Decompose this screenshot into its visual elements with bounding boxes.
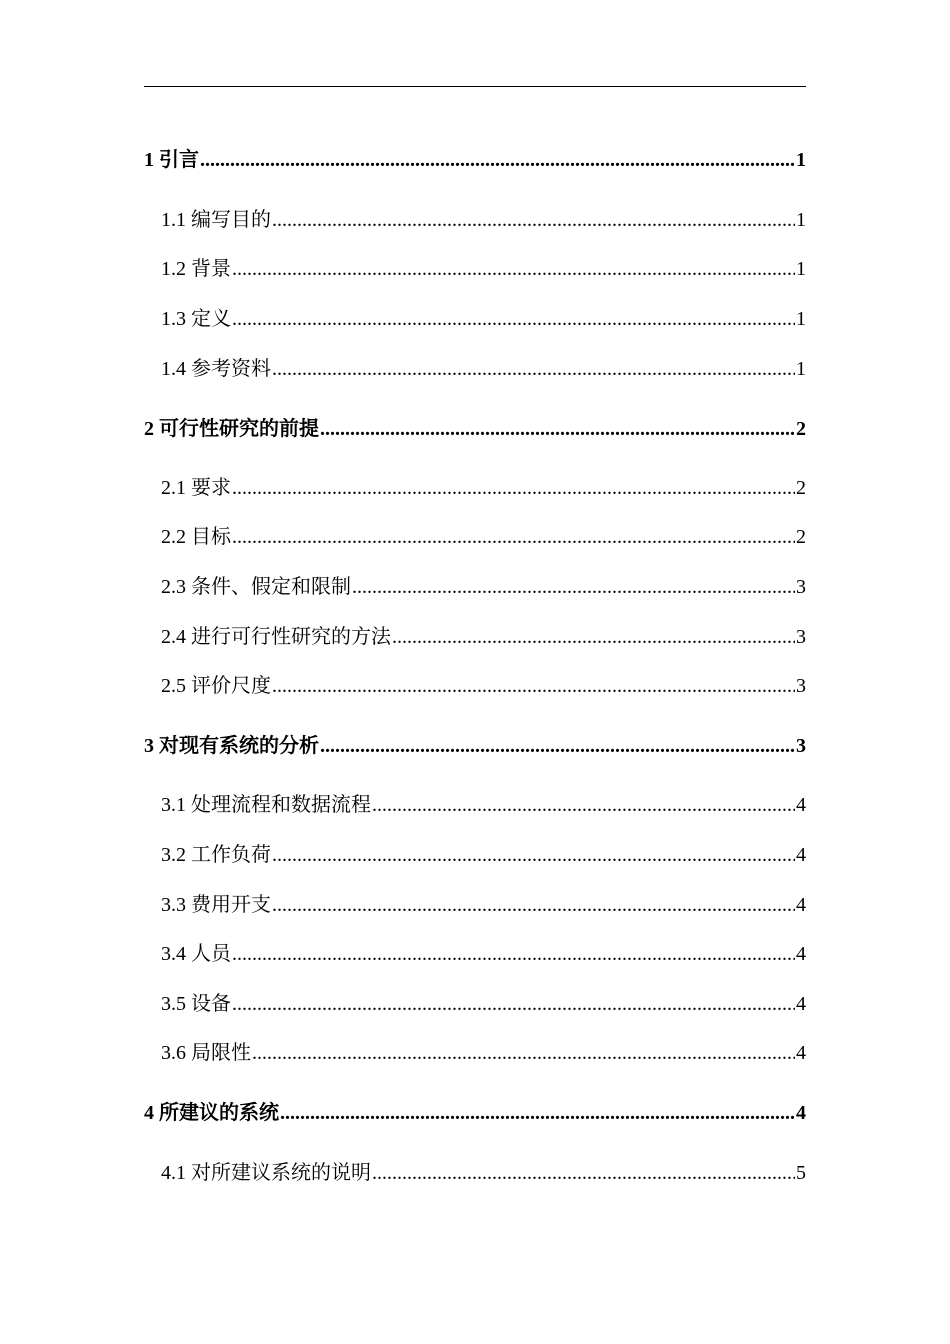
toc-page-number: 5: [796, 1162, 806, 1184]
toc-entry-3-2[interactable]: [161, 835, 806, 875]
toc-entry-2-4[interactable]: [161, 617, 806, 657]
toc-entry-4-1[interactable]: [161, 1153, 806, 1193]
header-rule: [144, 86, 806, 87]
dot-leader: [232, 468, 795, 508]
toc-entry-label: 4 所建议的系统: [144, 1102, 279, 1124]
toc-page-number: 4: [796, 1102, 806, 1124]
toc-entry-label: 3.4 人员: [161, 943, 231, 965]
toc-page-number: 3: [796, 626, 806, 648]
toc-entry-3-4[interactable]: [161, 934, 806, 974]
dot-leader: [352, 567, 795, 607]
dot-leader: [372, 785, 795, 825]
toc-entry-3-1[interactable]: [161, 785, 806, 825]
toc-page-number: 2: [796, 418, 806, 440]
toc-page-number: 1: [796, 209, 806, 231]
toc-entry-label: 2.2 目标: [161, 526, 231, 548]
toc-entry-3-6[interactable]: [161, 1033, 806, 1073]
dot-leader: [232, 934, 795, 974]
toc-entry-label: 3.2 工作负荷: [161, 844, 271, 866]
toc-entry-2-2[interactable]: [161, 517, 806, 557]
toc-entry-2-1[interactable]: [161, 468, 806, 508]
toc-entry-2-5[interactable]: [161, 666, 806, 706]
toc-entry-label: 1.4 参考资料: [161, 358, 271, 380]
toc-entry-label: 1.3 定义: [161, 308, 231, 330]
toc-entry-4[interactable]: [144, 1093, 806, 1133]
toc-entry-1-2[interactable]: [161, 249, 806, 289]
toc-entry-label: 3.3 费用开支: [161, 894, 271, 916]
toc-entry-label: 2 可行性研究的前提: [144, 418, 319, 440]
toc-page-number: 4: [796, 894, 806, 916]
dot-leader: [252, 1033, 795, 1073]
dot-leader: [272, 200, 795, 240]
dot-leader: [372, 1153, 795, 1193]
dot-leader: [200, 140, 795, 180]
toc-entry-2[interactable]: [144, 409, 806, 449]
toc-entry-label: 2.4 进行可行性研究的方法: [161, 626, 391, 648]
dot-leader: [280, 1093, 795, 1133]
toc-entry-3-5[interactable]: [161, 984, 806, 1024]
toc-page-number: 4: [796, 943, 806, 965]
toc-entry-3-3[interactable]: [161, 885, 806, 925]
dot-leader: [272, 666, 795, 706]
toc-entry-label: 3.6 局限性: [161, 1042, 251, 1064]
toc-entry-label: 4.1 对所建议系统的说明: [161, 1162, 371, 1184]
dot-leader: [272, 349, 795, 389]
toc-page-number: 4: [796, 794, 806, 816]
toc-entry-label: 1 引言: [144, 149, 199, 171]
toc-entry-label: 3.5 设备: [161, 993, 231, 1015]
toc-page-number: 2: [796, 477, 806, 499]
toc-entry-1-4[interactable]: [161, 349, 806, 389]
toc-page-number: 3: [796, 675, 806, 697]
toc-entry-1-3[interactable]: [161, 299, 806, 339]
toc-page-number: 3: [796, 735, 806, 757]
toc-page-number: 3: [796, 576, 806, 598]
dot-leader: [272, 885, 795, 925]
dot-leader: [232, 517, 795, 557]
toc-entry-1[interactable]: [144, 140, 806, 180]
toc-entry-3[interactable]: [144, 726, 806, 766]
toc-entry-label: 1.2 背景: [161, 258, 231, 280]
dot-leader: [272, 835, 795, 875]
toc-entry-label: 1.1 编写目的: [161, 209, 271, 231]
toc-page-number: 4: [796, 1042, 806, 1064]
toc-page-number: 1: [796, 358, 806, 380]
dot-leader: [392, 617, 795, 657]
toc-page-number: 1: [796, 308, 806, 330]
toc-page-number: 2: [796, 526, 806, 548]
toc-entry-label: 2.5 评价尺度: [161, 675, 271, 697]
toc-entry-1-1[interactable]: [161, 200, 806, 240]
dot-leader: [232, 249, 795, 289]
toc-entry-label: 3.1 处理流程和数据流程: [161, 794, 371, 816]
toc-entry-label: 3 对现有系统的分析: [144, 735, 319, 757]
toc-page-number: 1: [796, 149, 806, 171]
toc-entry-label: 2.1 要求: [161, 477, 231, 499]
dot-leader: [320, 409, 795, 449]
toc-page-number: 4: [796, 844, 806, 866]
toc-page-number: 4: [796, 993, 806, 1015]
toc-entry-2-3[interactable]: [161, 567, 806, 607]
dot-leader: [320, 726, 795, 766]
dot-leader: [232, 299, 795, 339]
toc-page-number: 1: [796, 258, 806, 280]
toc-entry-label: 2.3 条件、假定和限制: [161, 576, 351, 598]
dot-leader: [232, 984, 795, 1024]
